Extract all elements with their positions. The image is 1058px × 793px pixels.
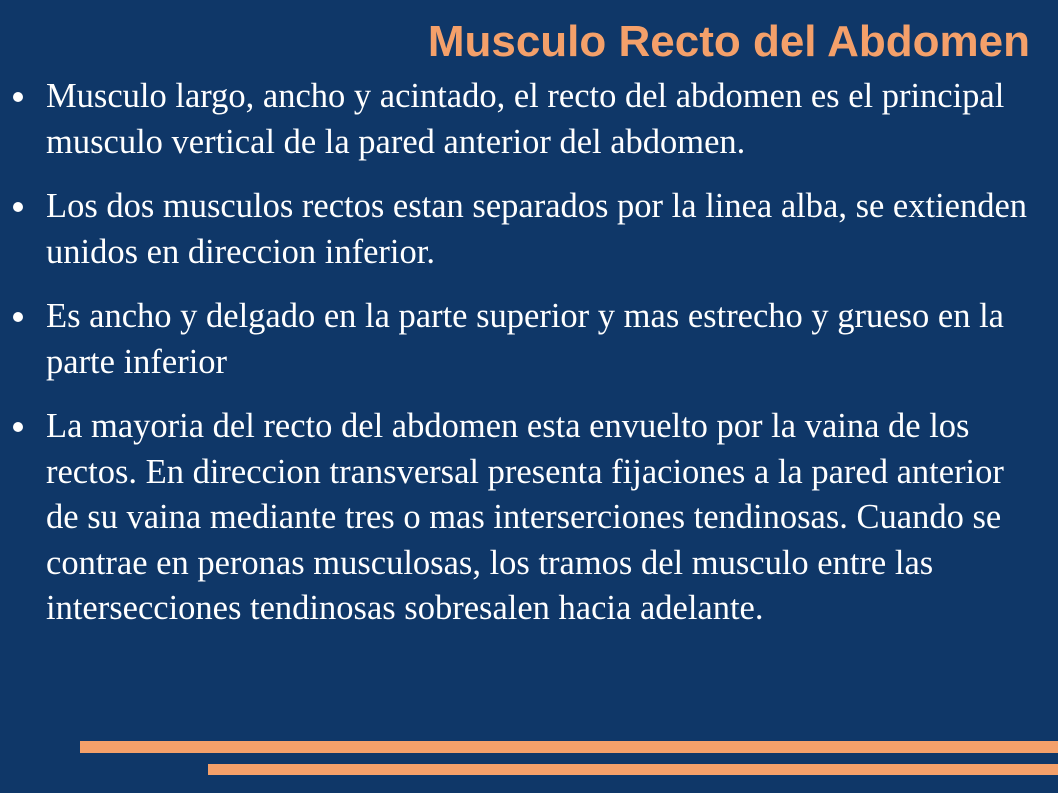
accent-line-top [80, 741, 1058, 753]
bullet-list [0, 74, 1058, 651]
bullet-dot-icon [13, 312, 23, 322]
bullet-text: Musculo largo, ancho y acintado, el recto del abdomen es el principal musculo vertical de la pared anterior del abdomen. [46, 77, 1005, 161]
accent-line-bottom [208, 764, 1058, 775]
bullet-item [0, 184, 1058, 275]
bullet-text: Los dos musculos rectos estan separados por la linea alba, se extienden unidos en direccion inferior. [46, 187, 1028, 271]
bullet-item [0, 294, 1058, 385]
bullet-item [0, 404, 1058, 632]
bullet-text: Es ancho y delgado en la parte superior y mas estrecho y grueso en la parte inferior [46, 297, 1004, 381]
bullet-dot-icon [13, 422, 23, 432]
slide-title: Musculo Recto del Abdomen [427, 17, 1030, 66]
bullet-dot-icon [13, 202, 23, 212]
bullet-dot-icon [13, 92, 23, 102]
bullet-item [0, 74, 1058, 165]
bullet-text: La mayoria del recto del abdomen esta envuelto por la vaina de los rectos. En direccion transversal presenta fijaciones a la pared anterior de su vaina mediante tres o mas interserciones tendinosas. Cuando se contrae en peronas musculosas, los tramos del musculo entre las intersecciones tendinosas sobresalen hacia adelante. [46, 407, 1004, 627]
